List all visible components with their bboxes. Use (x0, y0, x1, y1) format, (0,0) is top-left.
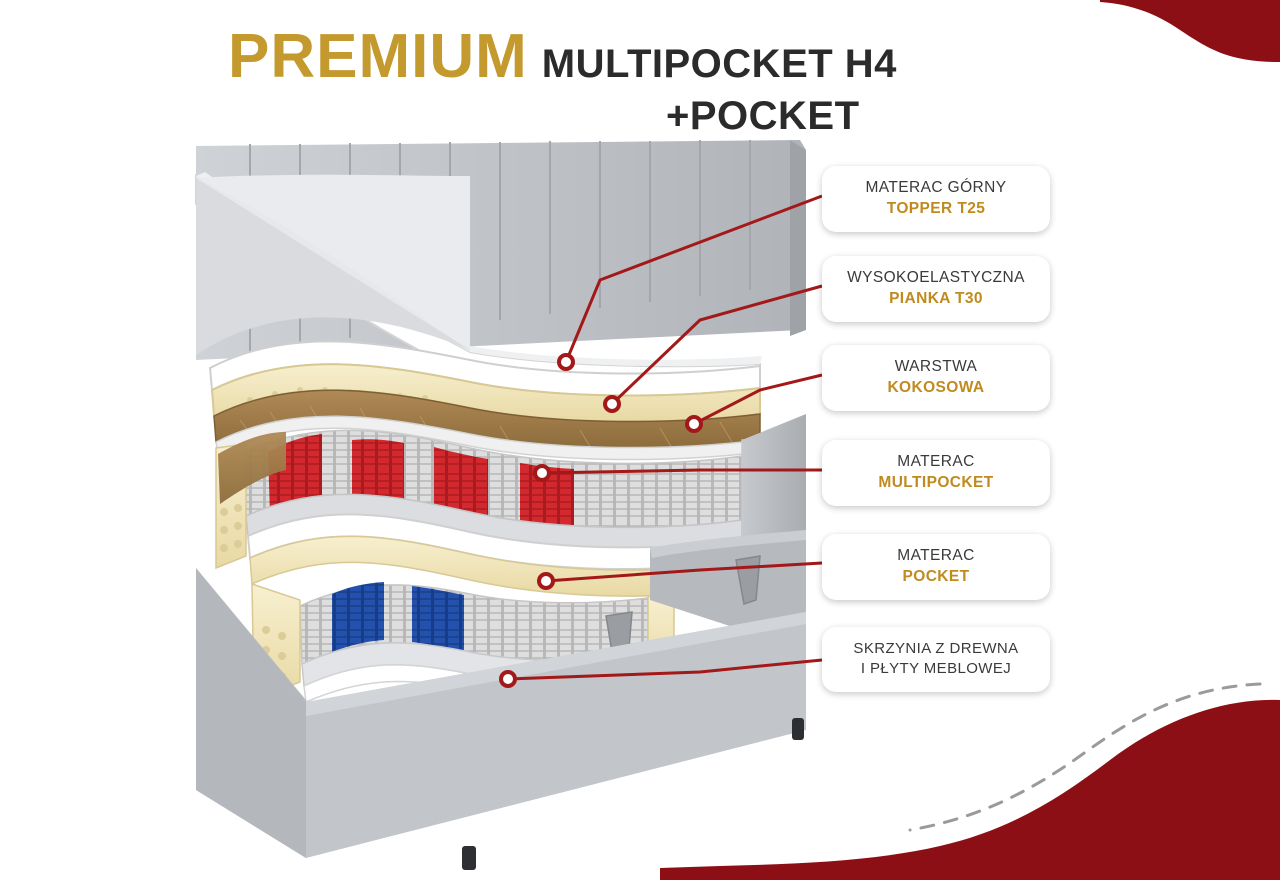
title-model-line1: MULTIPOCKET H4 (541, 42, 897, 86)
callout-4-line2: POCKET (902, 567, 970, 585)
title-brand: PREMIUM (228, 22, 528, 91)
callout-2-line1: WARSTWA (894, 358, 978, 375)
callout-0-line1: MATERAC GÓRNY (865, 179, 1007, 196)
callout-3-line2: MULTIPOCKET (878, 473, 994, 491)
callout-materac-multipocket[interactable] (822, 440, 1050, 506)
callout-1-line1: WYSOKOELASTYCZNA (847, 269, 1025, 286)
callout-4-line1: MATERAC (897, 547, 975, 564)
callout-materac-pocket[interactable] (822, 534, 1050, 600)
callout-warstwa-kokosowa[interactable] (822, 345, 1050, 411)
callout-topper-t25[interactable] (822, 166, 1050, 232)
callout-1-line2: PIANKA T30 (889, 289, 983, 307)
title-model-line2: +POCKET (666, 94, 860, 138)
callout-0-line2: TOPPER T25 (886, 199, 986, 217)
callout-skrzynia-drewniana[interactable] (822, 627, 1050, 692)
callout-pianka-t30[interactable] (822, 256, 1050, 322)
callout-5-line1: SKRZYNIA Z DREWNA (853, 640, 1019, 657)
callout-5-line1b: I PŁYTY MEBLOWEJ (860, 660, 1012, 678)
callout-3-line1: MATERAC (897, 453, 975, 470)
callout-2-line2: KOKOSOWA (887, 378, 985, 396)
